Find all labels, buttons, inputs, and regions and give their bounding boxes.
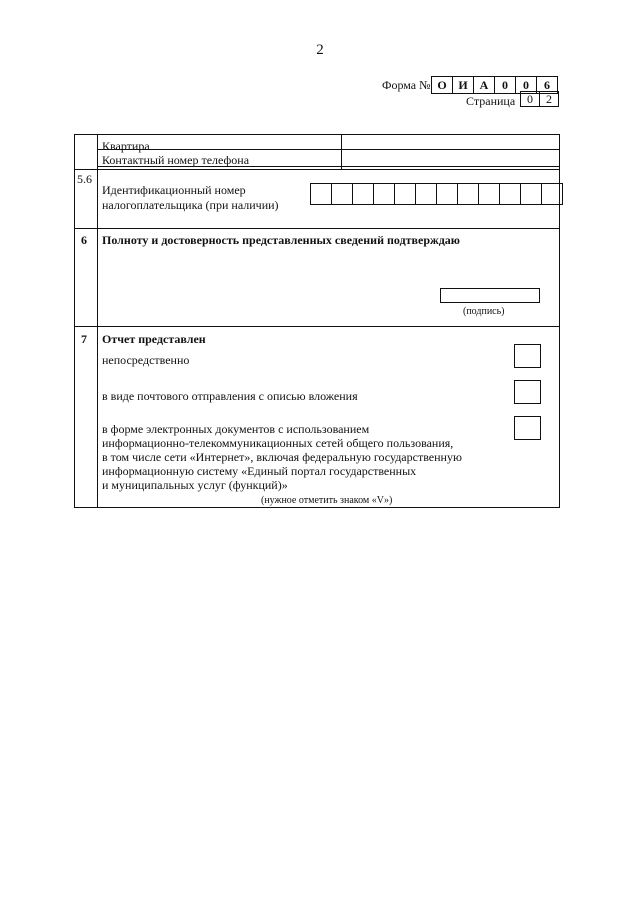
option-electronic-line1: в форме электронных документов с использованием: [102, 422, 370, 436]
inn-cell[interactable]: [478, 183, 500, 205]
inn-label-line2: налогоплательщика (при наличии): [102, 198, 279, 212]
signature-caption: (подпись): [463, 306, 505, 317]
option-mail-checkbox[interactable]: [514, 380, 541, 404]
option-mail-label: в виде почтового отправления с описью вложения: [102, 389, 358, 403]
row-divider: [75, 228, 559, 229]
form-code-cell: О: [431, 76, 453, 94]
row-divider: [75, 326, 559, 327]
inn-cell[interactable]: [373, 183, 395, 205]
form-table: [74, 134, 560, 508]
row-number: 7: [81, 332, 87, 346]
page-code-cell: 2: [539, 91, 559, 107]
option-electronic-line4: информационную систему «Единый портал государственных: [102, 464, 417, 478]
inn-cell[interactable]: [457, 183, 479, 205]
inn-cell[interactable]: [520, 183, 542, 205]
form-number-label: Форма №: [382, 78, 431, 92]
inn-cell[interactable]: [331, 183, 353, 205]
form-code-cell: 0: [515, 76, 537, 94]
inn-cell[interactable]: [436, 183, 458, 205]
option-direct-checkbox[interactable]: [514, 344, 541, 368]
phone-field[interactable]: [342, 150, 559, 166]
form-code-cell: 0: [494, 76, 516, 94]
inn-cell[interactable]: [310, 183, 332, 205]
option-electronic-checkbox[interactable]: [514, 416, 541, 440]
option-electronic-line3: в том числе сети «Интернет», включая федеральную государственную: [102, 450, 462, 464]
apartment-field[interactable]: [342, 135, 559, 149]
number-column-divider: [97, 135, 98, 507]
row-number: 5.6: [77, 172, 92, 186]
inn-cell[interactable]: [394, 183, 416, 205]
form-code-cell: А: [473, 76, 495, 94]
page-number: 2: [316, 42, 324, 58]
phone-label: Контактный номер телефона: [102, 153, 250, 167]
form-code-cell: И: [452, 76, 474, 94]
inn-cells[interactable]: [311, 183, 563, 205]
apartment-label: Квартира: [102, 139, 150, 153]
row-number: 6: [81, 233, 87, 247]
inn-label-line1: Идентификационный номер: [102, 183, 246, 197]
page-code-cells: [521, 91, 559, 107]
checkmark-note: (нужное отметить знаком «V»): [261, 495, 393, 506]
row-divider: [75, 169, 559, 170]
inn-cell[interactable]: [499, 183, 521, 205]
confirm-title: Полноту и достоверность представленных сведений подтверждаю: [102, 233, 460, 247]
inn-cell[interactable]: [415, 183, 437, 205]
inn-cell[interactable]: [352, 183, 374, 205]
option-electronic-line2: информационно-телекоммуникационных сетей общего пользования,: [102, 436, 454, 450]
submitted-title: Отчет представлен: [102, 332, 206, 346]
page-label: Страница: [466, 94, 516, 108]
page-code-cell: 0: [520, 91, 540, 107]
inn-cell[interactable]: [541, 183, 563, 205]
signature-field[interactable]: [440, 288, 540, 303]
form-code-cell: 6: [536, 76, 558, 94]
option-direct-label: непосредственно: [102, 353, 190, 367]
option-electronic-line5: и муниципальных услуг (функций)»: [102, 478, 288, 492]
